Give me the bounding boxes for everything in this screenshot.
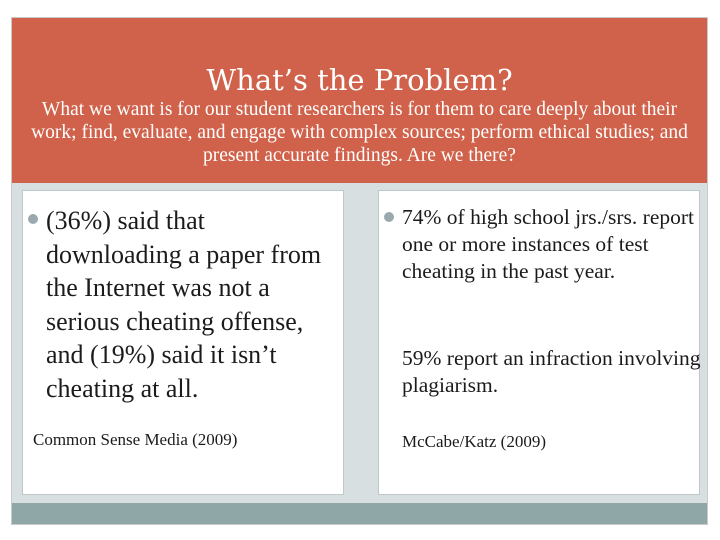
left-bullet-text: (36%) said that downloading a paper from the Internet was not a serious cheating offense, and (19%) said it isn’t cheating at all. <box>46 206 322 403</box>
right-bullet <box>384 204 696 285</box>
right-bullet-continuation-text: 59% report an infraction involving plagiarism. <box>402 346 701 397</box>
footer-bar <box>12 503 707 524</box>
bullet-marker-icon <box>384 212 394 222</box>
right-bullet-continuation <box>384 345 714 399</box>
right-source-citation: McCabe/Katz (2009) <box>402 432 546 451</box>
slide-title: What’s the Problem? <box>206 63 513 97</box>
slide-header <box>12 18 707 183</box>
bullet-marker-icon <box>28 214 38 224</box>
left-source-citation: Common Sense Media (2009) <box>33 430 238 449</box>
left-bullet <box>28 204 340 405</box>
right-bullet-text: 74% of high school jrs./srs. report one or more instances of test cheating in the past year. <box>402 205 695 283</box>
slide-subtitle: What we want is for our student researchers is for them to care deeply about their work; find, evaluate, and engage with complex sources; perform ethical studies; and present accurate findings. Are we there? <box>31 99 688 166</box>
